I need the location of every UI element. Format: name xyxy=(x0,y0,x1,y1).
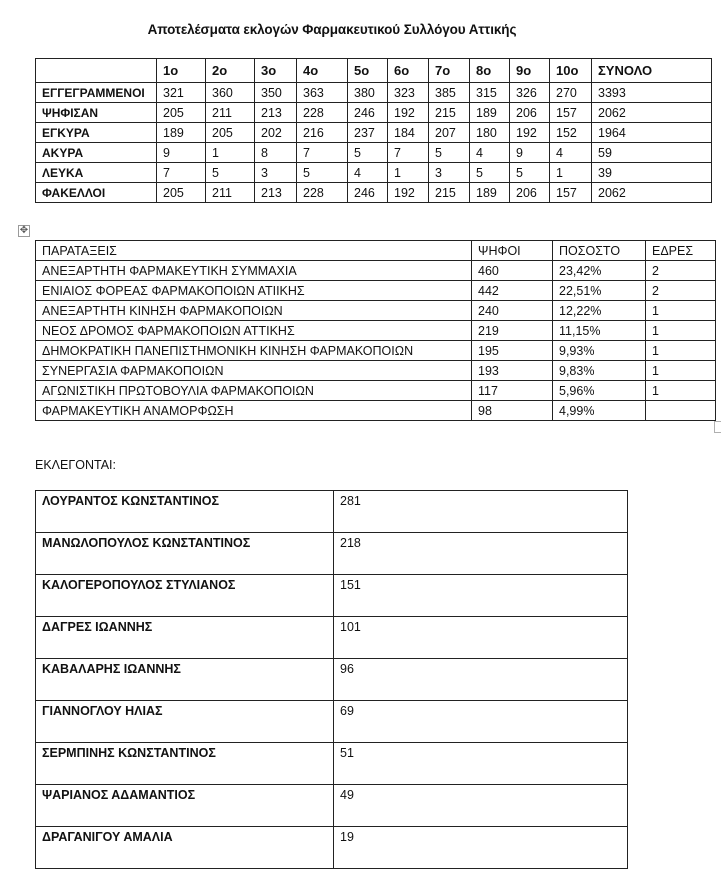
cell: 4 xyxy=(470,143,510,163)
header-cell: 10ο xyxy=(550,59,592,83)
candidate-votes: 151 xyxy=(334,575,628,617)
cell: 157 xyxy=(550,183,592,203)
cell: 189 xyxy=(470,103,510,123)
candidate-votes: 51 xyxy=(334,743,628,785)
cell: 1 xyxy=(550,163,592,183)
table-row xyxy=(36,123,712,143)
candidate-name: ΨΑΡΙΑΝΟΣ ΑΔΑΜΑΝΤΙΟΣ xyxy=(36,785,334,827)
cell: 326 xyxy=(510,83,550,103)
cell: 350 xyxy=(255,83,297,103)
cell: 5 xyxy=(470,163,510,183)
total-cell: 39 xyxy=(592,163,712,183)
cell: 180 xyxy=(470,123,510,143)
faction-votes: 195 xyxy=(472,341,553,361)
table-row xyxy=(36,163,712,183)
table-row xyxy=(36,491,628,533)
candidate-name: ΚΑΛΟΓΕΡΟΠΟΥΛΟΣ ΣΤΥΛΙΑΝΟΣ xyxy=(36,575,334,617)
cell: 315 xyxy=(470,83,510,103)
cell: 192 xyxy=(388,103,429,123)
row-label: ΛΕΥΚΑ xyxy=(36,163,157,183)
table-row xyxy=(36,301,716,321)
faction-votes: 98 xyxy=(472,401,553,421)
candidate-name: ΜΑΝΩΛΟΠΟΥΛΟΣ ΚΩΝΣΤΑΝΤΙΝΟΣ xyxy=(36,533,334,575)
faction-seats: 1 xyxy=(646,321,716,341)
resize-square-icon[interactable] xyxy=(714,421,721,433)
table-row xyxy=(36,361,716,381)
header-cell: 7ο xyxy=(429,59,470,83)
cell: 5 xyxy=(429,143,470,163)
cell: 246 xyxy=(348,183,388,203)
cell: 3 xyxy=(255,163,297,183)
candidate-votes: 101 xyxy=(334,617,628,659)
total-cell: 1964 xyxy=(592,123,712,143)
header-cell: 6ο xyxy=(388,59,429,83)
header-cell: 9ο xyxy=(510,59,550,83)
row-label: ΦΑΚΕΛΛΟΙ xyxy=(36,183,157,203)
header-cell xyxy=(36,59,157,83)
faction-percent: 22,51% xyxy=(553,281,646,301)
faction-name: ΑΝΕΞΑΡΤΗΤΗ ΚΙΝΗΣΗ ΦΑΡΜΑΚΟΠΟΙΩΝ xyxy=(36,301,472,321)
cell: 207 xyxy=(429,123,470,143)
faction-seats: 1 xyxy=(646,381,716,401)
table-row xyxy=(36,83,712,103)
cell: 360 xyxy=(206,83,255,103)
cell: 363 xyxy=(297,83,348,103)
faction-seats: 2 xyxy=(646,261,716,281)
cell: 323 xyxy=(388,83,429,103)
cell: 211 xyxy=(206,183,255,203)
cell: 9 xyxy=(510,143,550,163)
faction-percent: 11,15% xyxy=(553,321,646,341)
factions-table xyxy=(35,240,716,421)
cell: 5 xyxy=(510,163,550,183)
cell: 270 xyxy=(550,83,592,103)
header-cell: 1ο xyxy=(157,59,206,83)
cell: 5 xyxy=(297,163,348,183)
faction-votes: 442 xyxy=(472,281,553,301)
header-cell: ΠΑΡΑΤΑΞΕΙΣ xyxy=(36,241,472,261)
faction-percent: 9,83% xyxy=(553,361,646,381)
table-row xyxy=(36,281,716,301)
table-row xyxy=(36,617,628,659)
candidate-name: ΓΙΑΝΝΟΓΛΟΥ ΗΛΙΑΣ xyxy=(36,701,334,743)
row-label: ΑΚΥΡΑ xyxy=(36,143,157,163)
faction-seats xyxy=(646,401,716,421)
table-row xyxy=(36,743,628,785)
faction-seats: 1 xyxy=(646,301,716,321)
cell: 157 xyxy=(550,103,592,123)
cell: 7 xyxy=(157,163,206,183)
candidate-votes: 19 xyxy=(334,827,628,869)
cell: 192 xyxy=(388,183,429,203)
faction-name: ΣΥΝΕΡΓΑΣΙΑ ΦΑΡΜΑΚΟΠΟΙΩΝ xyxy=(36,361,472,381)
faction-name: ΦΑΡΜΑΚΕΥΤΙΚΗ ΑΝΑΜΟΡΦΩΣΗ xyxy=(36,401,472,421)
cell: 5 xyxy=(206,163,255,183)
header-cell: 5ο xyxy=(348,59,388,83)
cell: 202 xyxy=(255,123,297,143)
candidate-name: ΔΑΓΡΕΣ ΙΩΑΝΝΗΣ xyxy=(36,617,334,659)
header-cell: 2ο xyxy=(206,59,255,83)
cell: 192 xyxy=(510,123,550,143)
faction-percent: 9,93% xyxy=(553,341,646,361)
cell: 380 xyxy=(348,83,388,103)
table-row xyxy=(36,701,628,743)
cell: 1 xyxy=(388,163,429,183)
cell: 237 xyxy=(348,123,388,143)
cell: 7 xyxy=(297,143,348,163)
cell: 1 xyxy=(206,143,255,163)
header-cell: ΨΗΦΟΙ xyxy=(472,241,553,261)
document-title: Αποτελέσματα εκλογών Φαρμακευτικού Συλλόγου Αττικής xyxy=(147,22,517,37)
turnout-header-row xyxy=(36,59,712,83)
cell: 189 xyxy=(157,123,206,143)
header-cell: 3ο xyxy=(255,59,297,83)
candidate-votes: 281 xyxy=(334,491,628,533)
row-label: ΕΓΓΕΓΡΑΜΜΕΝΟΙ xyxy=(36,83,157,103)
row-label: ΨΗΦΙΣΑΝ xyxy=(36,103,157,123)
cell: 213 xyxy=(255,183,297,203)
faction-name: ΑΓΩΝΙΣΤΙΚΗ ΠΡΩΤΟΒΟΥΛΙΑ ΦΑΡΜΑΚΟΠΟΙΩΝ xyxy=(36,381,472,401)
faction-votes: 117 xyxy=(472,381,553,401)
header-cell: ΣΥΝΟΛΟ xyxy=(592,59,712,83)
cell: 321 xyxy=(157,83,206,103)
faction-name: ΑΝΕΞΑΡΤΗΤΗ ΦΑΡΜΑΚΕΥΤΙΚΗ ΣΥΜΜΑΧΙΑ xyxy=(36,261,472,281)
faction-votes: 193 xyxy=(472,361,553,381)
faction-percent: 23,42% xyxy=(553,261,646,281)
cell: 228 xyxy=(297,183,348,203)
header-cell: 8ο xyxy=(470,59,510,83)
faction-percent: 12,22% xyxy=(553,301,646,321)
cell: 205 xyxy=(157,103,206,123)
cell: 7 xyxy=(388,143,429,163)
candidate-name: ΔΡΑΓΑΝΙΓΟΥ ΑΜΑΛΙΑ xyxy=(36,827,334,869)
elected-label: ΕΚΛΕΓΟΝΤΑΙ: xyxy=(35,458,116,472)
cell: 9 xyxy=(157,143,206,163)
faction-votes: 240 xyxy=(472,301,553,321)
faction-seats: 1 xyxy=(646,341,716,361)
faction-name: ΝΕΟΣ ΔΡΟΜΟΣ ΦΑΡΜΑΚΟΠΟΙΩΝ ΑΤΤΙΚΗΣ xyxy=(36,321,472,341)
cell: 215 xyxy=(429,183,470,203)
cell: 152 xyxy=(550,123,592,143)
table-row xyxy=(36,533,628,575)
cell: 189 xyxy=(470,183,510,203)
table-row xyxy=(36,103,712,123)
faction-votes: 460 xyxy=(472,261,553,281)
table-row xyxy=(36,321,716,341)
cell: 213 xyxy=(255,103,297,123)
cell: 211 xyxy=(206,103,255,123)
move-arrows-icon[interactable]: ✥ xyxy=(19,225,29,236)
table-row xyxy=(36,381,716,401)
candidate-name: ΚΑΒΑΛΑΡΗΣ ΙΩΑΝΝΗΣ xyxy=(36,659,334,701)
cell: 228 xyxy=(297,103,348,123)
cell: 205 xyxy=(206,123,255,143)
faction-name: ΕΝΙΑΙΟΣ ΦΟΡΕΑΣ ΦΑΡΜΑΚΟΠΟΙΩΝ ΑΤΙΙΚΗΣ xyxy=(36,281,472,301)
cell: 3 xyxy=(429,163,470,183)
table-row xyxy=(36,261,716,281)
candidate-name: ΣΕΡΜΠΙΝΗΣ ΚΩΝΣΤΑΝΤΙΝΟΣ xyxy=(36,743,334,785)
total-cell: 2062 xyxy=(592,183,712,203)
table-row xyxy=(36,827,628,869)
total-cell: 59 xyxy=(592,143,712,163)
header-cell: ΠΟΣΟΣΤΟ xyxy=(553,241,646,261)
cell: 215 xyxy=(429,103,470,123)
header-cell: 4ο xyxy=(297,59,348,83)
cell: 216 xyxy=(297,123,348,143)
total-cell: 3393 xyxy=(592,83,712,103)
cell: 4 xyxy=(550,143,592,163)
candidate-name: ΛΟΥΡΑΝΤΟΣ ΚΩΝΣΤΑΝΤΙΝΟΣ xyxy=(36,491,334,533)
cell: 206 xyxy=(510,183,550,203)
cell: 4 xyxy=(348,163,388,183)
faction-percent: 5,96% xyxy=(553,381,646,401)
table-row xyxy=(36,659,628,701)
table-row xyxy=(36,575,628,617)
cell: 8 xyxy=(255,143,297,163)
table-row xyxy=(36,143,712,163)
total-cell: 2062 xyxy=(592,103,712,123)
table-row xyxy=(36,341,716,361)
cell: 205 xyxy=(157,183,206,203)
cell: 385 xyxy=(429,83,470,103)
candidate-votes: 96 xyxy=(334,659,628,701)
table-row xyxy=(36,785,628,827)
factions-header-row xyxy=(36,241,716,261)
faction-seats: 1 xyxy=(646,361,716,381)
candidate-votes: 218 xyxy=(334,533,628,575)
faction-seats: 2 xyxy=(646,281,716,301)
faction-percent: 4,99% xyxy=(553,401,646,421)
cell: 5 xyxy=(348,143,388,163)
row-label: ΕΓΚΥΡΑ xyxy=(36,123,157,143)
candidate-votes: 49 xyxy=(334,785,628,827)
turnout-table xyxy=(35,58,712,203)
faction-name: ΔΗΜΟΚΡΑΤΙΚΗ ΠΑΝΕΠΙΣΤΗΜΟΝΙΚΗ ΚΙΝΗΣΗ ΦΑΡΜΑΚΟΠΟΙΩΝ xyxy=(36,341,472,361)
cell: 206 xyxy=(510,103,550,123)
table-row xyxy=(36,183,712,203)
cell: 184 xyxy=(388,123,429,143)
table-row xyxy=(36,401,716,421)
header-cell: ΕΔΡΕΣ xyxy=(646,241,716,261)
candidate-votes: 69 xyxy=(334,701,628,743)
faction-votes: 219 xyxy=(472,321,553,341)
elected-table xyxy=(35,490,628,869)
cell: 246 xyxy=(348,103,388,123)
